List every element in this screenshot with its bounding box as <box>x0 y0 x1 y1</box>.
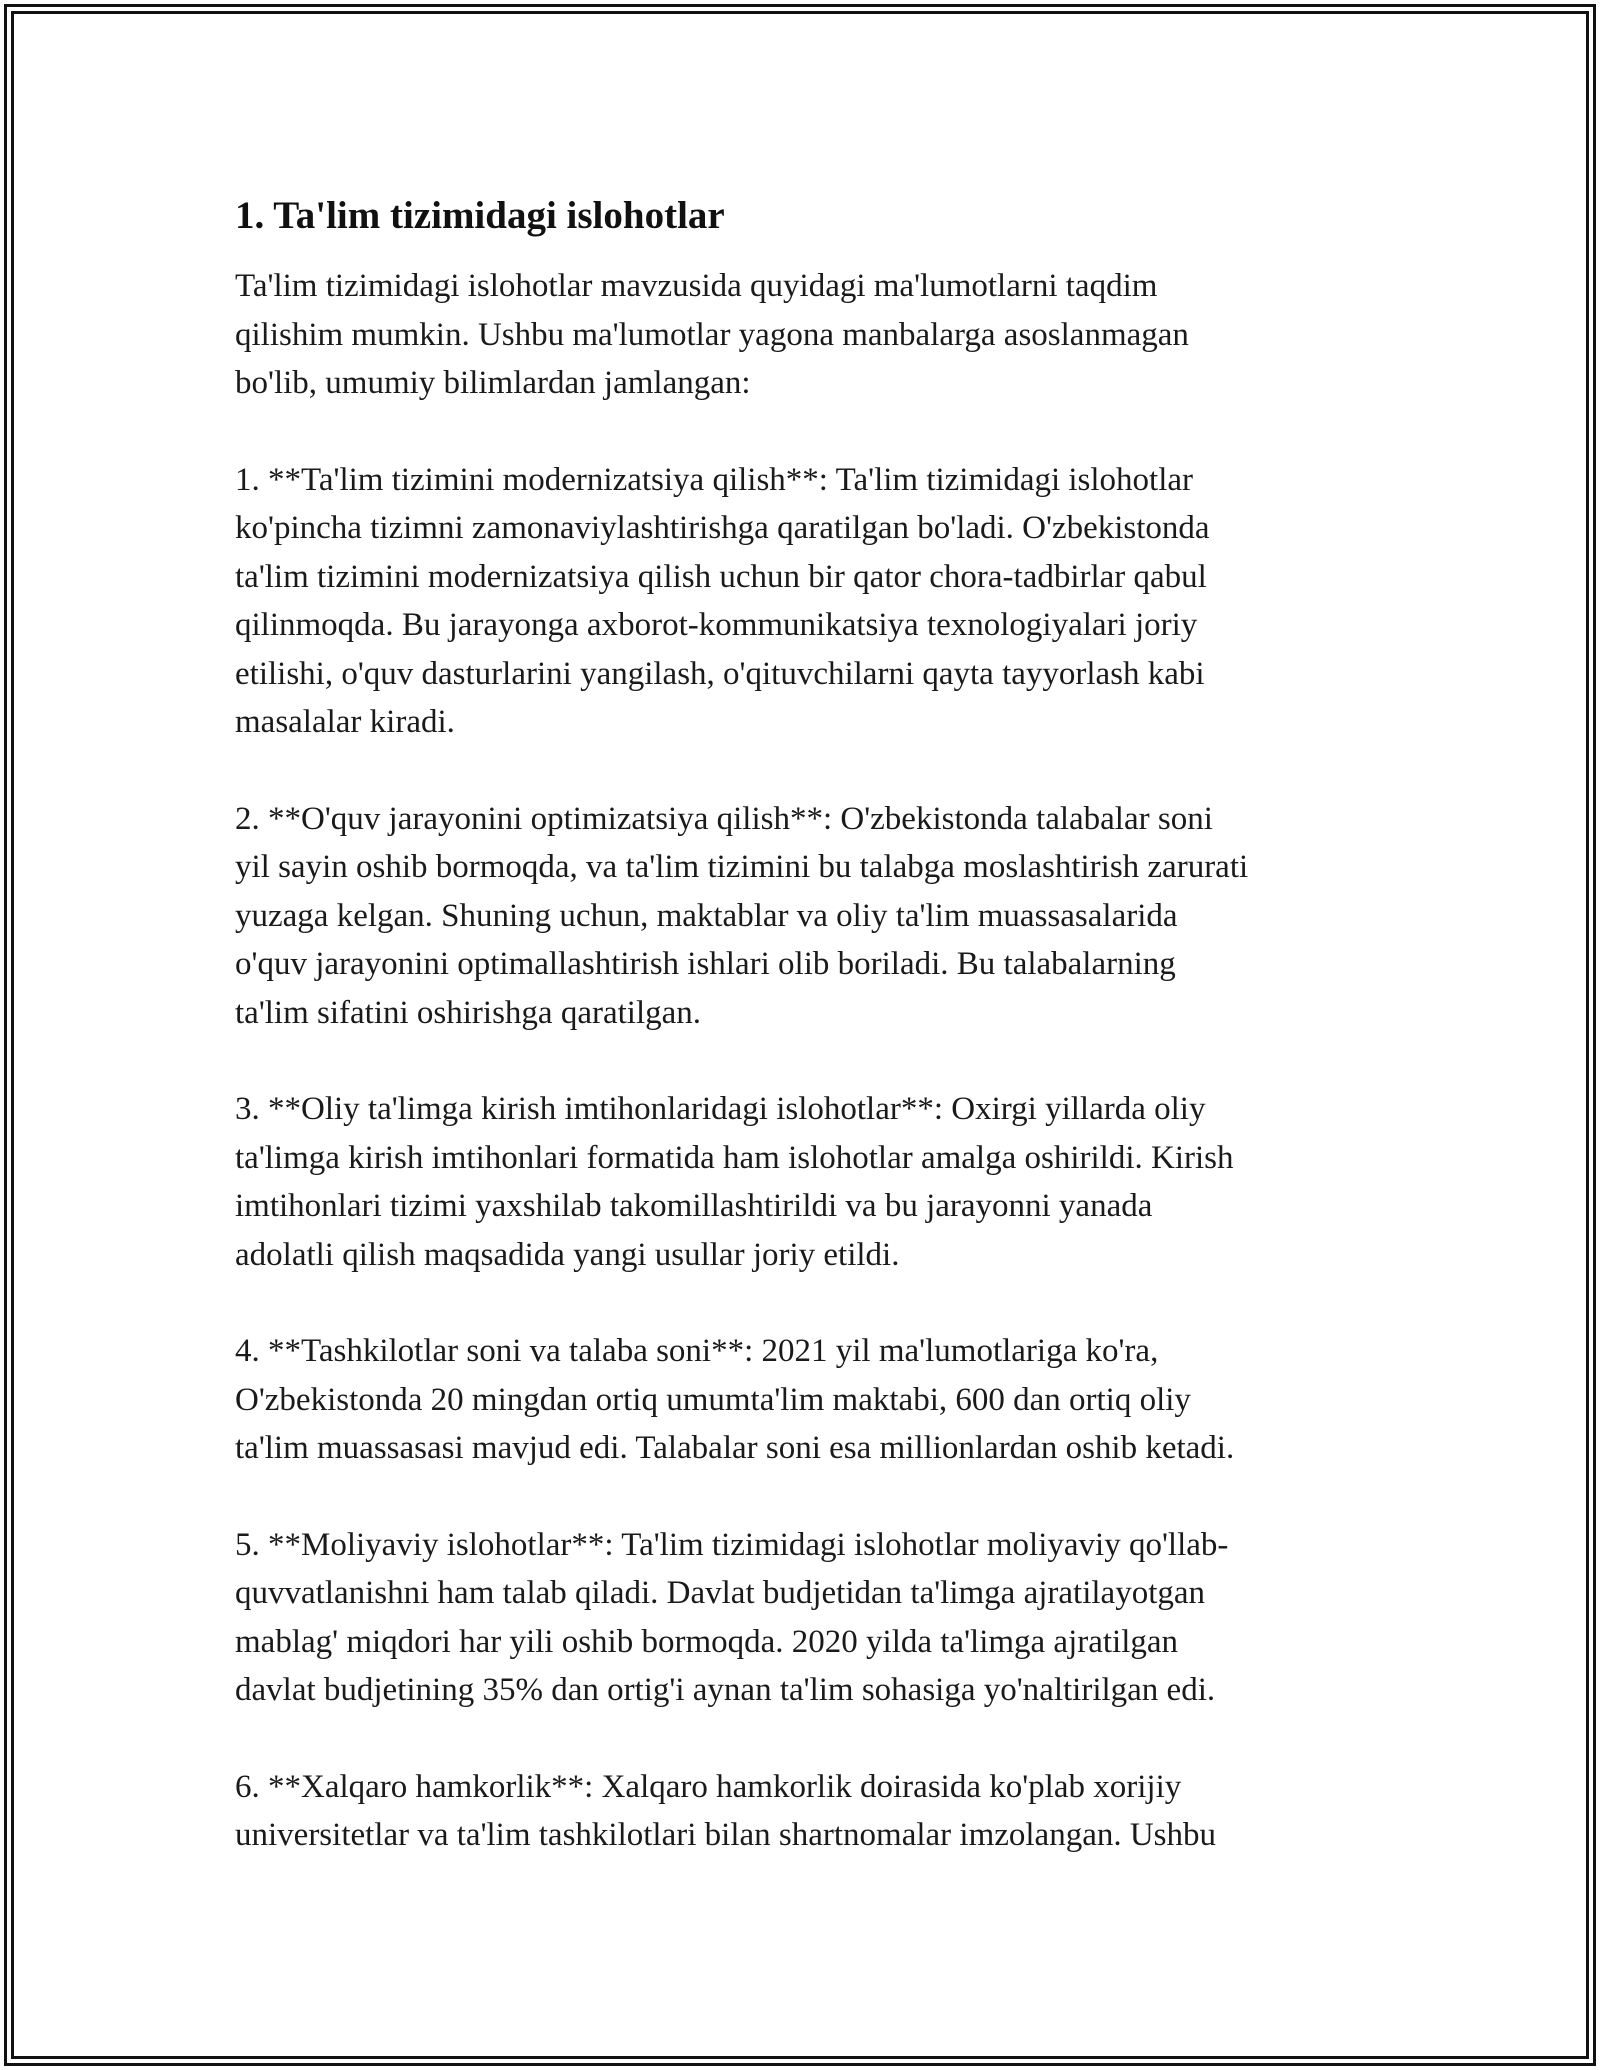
list-item-3: 3. **Oliy ta'limga kirish imtihonlaridagi islohotlar**: Oxirgi yillarda oliy ta'limga kirish imtihonlari formatida ham islohotlar amalga oshirildi. Kirish imtihonlari tizimi yaxshilab takomillashtirildi va bu jarayonni yanada adolatli qilish maqsadida yangi usullar joriy etildi. <box>235 1091 1234 1273</box>
document-body <box>235 188 1385 1860</box>
list-item-1: 1. **Ta'lim tizimini modernizatsiya qilish**: Ta'lim tizimidagi islohotlar ko'pincha tizimni zamonaviylashtirishga qaratilgan bo'ladi. O'zbekistonda ta'lim tizimini modernizatsiya qilish uchun bir qator chora-tadbirlar qabul qilinmoqda. Bu jarayonga axborot-kommunikatsiya texnologiyalari joriy etilishi, o'quv dasturlarini yangilash, o'qituvchilarni qayta tayyorlash kabi masalalar kiradi. <box>235 461 1210 740</box>
list-item-5: 5. **Moliyaviy islohotlar**: Ta'lim tizimidagi islohotlar moliyaviy qo'llab- quvvatlanishni ham talab qiladi. Davlat budjetidan ta'limga ajratilayotgan mablag' miqdori har yili oshib bormoqda. 2020 yilda ta'limga ajratilgan davlat budjetining 35% dan ortig'i aynan ta'lim sohasiga yo'naltirilgan edi. <box>235 1526 1229 1708</box>
list-item-6: 6. **Xalqaro hamkorlik**: Xalqaro hamkorlik doirasida ko'plab xorijiy universitetlar va ta'lim tashkilotlari bilan shartnomalar imzolangan. Ushbu <box>235 1768 1217 1853</box>
section-heading: 1. Ta'lim tizimidagi islohotlar <box>235 194 725 237</box>
list-item-2: 2. **O'quv jarayonini optimizatsiya qilish**: O'zbekistonda talabalar soni yil sayin oshib bormoqda, va ta'lim tizimini bu talabga moslashtirish zarurati yuzaga kelgan. Shuning uchun, maktablar va oliy ta'lim muassasalarida o'quv jarayonini optimallashtirish ishlari olib boriladi. Bu talabalarning ta'lim sifatini oshirishga qaratilgan. <box>235 800 1249 1031</box>
intro-paragraph: Ta'lim tizimidagi islohotlar mavzusida quyidagi ma'lumotlarni taqdim qilishim mumkin. Ushbu ma'lumotlar yagona manbalarga asoslanmagan bo'lib, umumiy bilimlardan jamlangan: <box>235 268 1189 401</box>
list-item-4: 4. **Tashkilotlar soni va talaba soni**: 2021 yil ma'lumotlariga ko'ra, O'zbekistonda 20 mingdan ortiq umumta'lim maktabi, 600 dan ortiq oliy ta'lim muassasasi mavjud edi. Talabalar soni esa millionlardan oshib ketadi. <box>235 1333 1235 1466</box>
